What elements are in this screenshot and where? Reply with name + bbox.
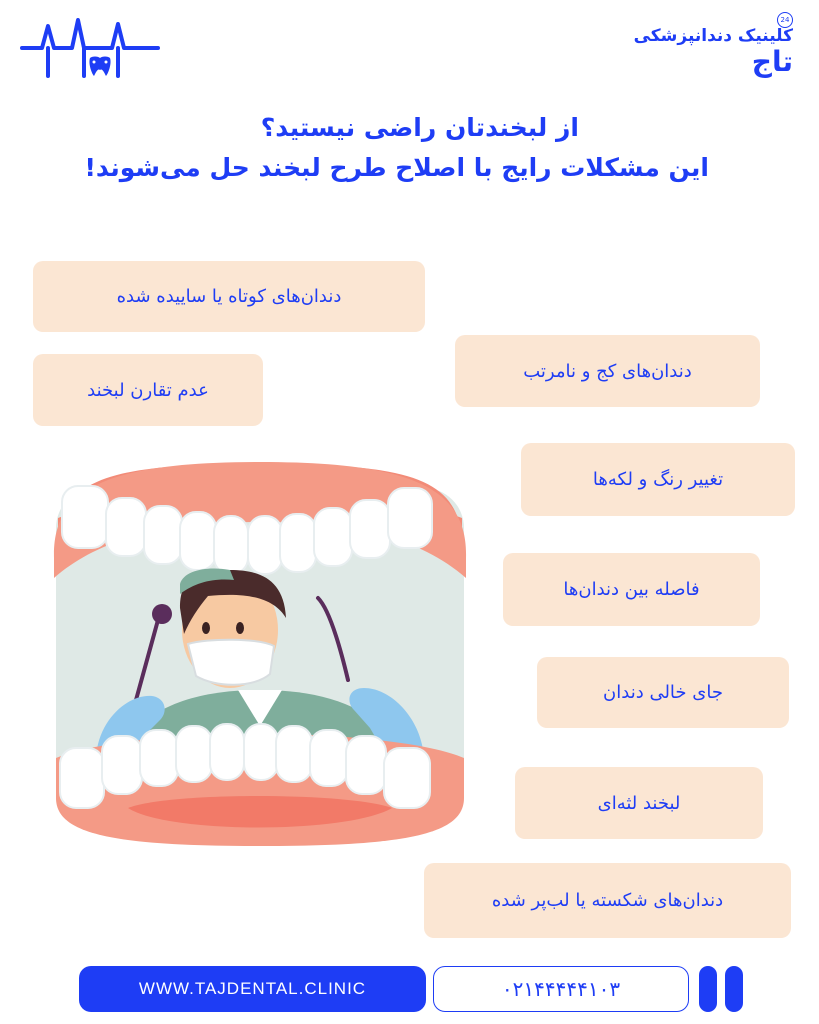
website-button[interactable]: WWW.TAJDENTAL.CLINIC [79, 966, 426, 1012]
problem-label: عدم تقارن لبخند [87, 379, 209, 401]
decorative-pill-icon [725, 966, 743, 1012]
headline-line-2: این مشکلات رایج با اصلاح طرح لبخند حل می‌شوند! [84, 153, 709, 182]
clinic-logo-icon [20, 18, 160, 82]
headline-line-1: از لبخندتان راضی نیستید؟ [260, 113, 579, 142]
problem-label: لبخند لثه‌ای [597, 792, 681, 814]
problem-box-short-teeth [33, 261, 425, 332]
problem-box-chipped-teeth [424, 863, 791, 938]
problem-box-missing-tooth [537, 657, 789, 728]
problem-box-asymmetry [33, 354, 263, 426]
decorative-pill-icon [699, 966, 717, 1012]
problem-box-gaps [503, 553, 760, 626]
problem-label: فاصله بین دندان‌ها [563, 579, 700, 600]
problem-box-crooked-teeth [455, 335, 760, 407]
problem-label: دندان‌های کوتاه یا ساییده شده [116, 286, 342, 307]
problem-box-discoloration [521, 443, 795, 516]
problem-box-gummy-smile [515, 767, 763, 839]
dentist-mouth-illustration [48, 458, 472, 848]
problem-label: دندان‌های کج و نامرتب [523, 360, 692, 382]
headline [60, 108, 709, 188]
problem-label: دندان‌های شکسته یا لب‌پر شده [491, 890, 724, 911]
brand [623, 12, 793, 88]
brand-subtitle: کلینیک دندانپزشکی [633, 26, 793, 46]
badge-24-icon: 24 [777, 12, 793, 28]
phone-number[interactable]: ۰۲۱۴۴۴۴۴۱۰۳ [433, 966, 689, 1012]
problem-label: جای خالی دندان [603, 682, 723, 703]
problem-label: تغییر رنگ و لکه‌ها [592, 469, 724, 490]
brand-name: تاج [751, 45, 793, 78]
